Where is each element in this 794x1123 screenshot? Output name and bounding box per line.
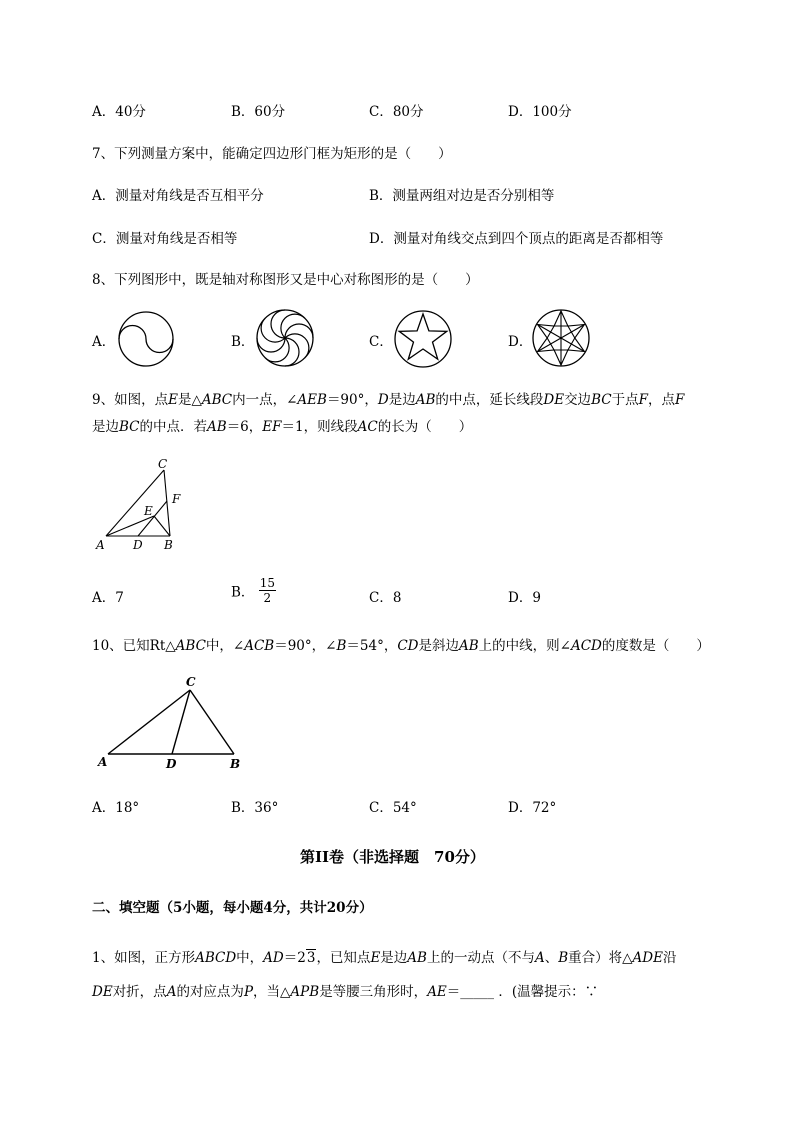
section2-title: 第II卷（非选择题 70分） bbox=[300, 848, 485, 866]
q10-triangle-figure bbox=[92, 672, 252, 776]
q7-option-a: A．测量对角线是否互相平分 bbox=[92, 188, 264, 204]
q7-option-c: C．测量对角线是否相等 bbox=[92, 231, 238, 247]
q8-option-c-label: C． bbox=[369, 334, 393, 350]
q8-option-a-label: A． bbox=[92, 334, 116, 350]
q9-label-b: B bbox=[164, 538, 173, 552]
q10-label-c: C bbox=[186, 675, 196, 689]
q9-label-c: C bbox=[158, 457, 168, 471]
q6-option-b: B．60分 bbox=[231, 104, 286, 120]
fill-q1-line1: 1、如图，正方形ABCD中，AD＝23，已知点E是边AB上的一动点（不与A、B重合）将△ADE沿 bbox=[92, 950, 677, 966]
q7-option-b: B．测量两组对边是否分别相等 bbox=[369, 188, 555, 204]
q8-option-b-label: B． bbox=[231, 334, 255, 350]
q10-label-d: D bbox=[166, 757, 177, 771]
q6-option-c: C．80分 bbox=[369, 104, 424, 120]
q10-stem: 10、已知Rt△ABC中，∠ACB＝90°，∠B＝54°，CD是斜边AB上的中线，则∠ACD的度数是（ ） bbox=[92, 638, 710, 654]
q9-stem-line1: 9、如图，点E是△ABC内一点，∠AEB＝90°，D是边AB的中点，延长线段DE交边BC于点F，点F bbox=[92, 392, 685, 408]
q8-figure-d-icon bbox=[531, 308, 591, 368]
q9-option-b: B． $\frac{15}{2}$ bbox=[231, 576, 275, 605]
q9-label-f: F bbox=[172, 492, 181, 506]
q10-label-a: A bbox=[98, 755, 108, 769]
fill-q1-line2: DE对折，点A的对应点为P，当△APB是等腰三角形时，AE＝_____ ．(温馨提示：∵ bbox=[92, 984, 599, 1000]
q6-option-d: D．100分 bbox=[508, 104, 572, 120]
q9-label-e: E bbox=[144, 504, 153, 518]
q9-option-d: D．9 bbox=[508, 590, 541, 606]
q8-figure-b-icon bbox=[255, 308, 315, 368]
q9-option-a: A．7 bbox=[92, 590, 124, 606]
q9-option-b-fraction: $\frac{15}{2}$ bbox=[259, 576, 275, 605]
q6-option-a: A．40分 bbox=[92, 104, 146, 120]
q10-option-c: C．54° bbox=[369, 800, 417, 816]
q7-option-d: D．测量对角线交点到四个顶点的距离是否都相等 bbox=[369, 231, 664, 247]
q9-option-c: C．8 bbox=[369, 590, 402, 606]
q9-stem-line2: 是边BC的中点．若AB＝6，EF＝1，则线段AC的长为（ ） bbox=[92, 419, 473, 435]
q9-label-a: A bbox=[96, 538, 105, 552]
q8-stem: 8、下列图形中，既是轴对称图形又是中心对称图形的是（ ） bbox=[92, 272, 479, 288]
q10-option-b: B．36° bbox=[231, 800, 279, 816]
q9-triangle-figure bbox=[92, 455, 192, 555]
sqrt-radicand: 3 bbox=[306, 950, 316, 966]
q10-label-b: B bbox=[230, 757, 241, 771]
q10-option-a: A．18° bbox=[92, 800, 140, 816]
fill-section-header: 二、填空题（5小题，每小题4分，共计20分） bbox=[92, 900, 373, 916]
q9-label-d: D bbox=[133, 538, 143, 552]
q10-option-d: D．72° bbox=[508, 800, 557, 816]
q7-stem: 7、下列测量方案中，能确定四边形门框为矩形的是（ ） bbox=[92, 146, 452, 162]
q8-option-d-label: D． bbox=[508, 334, 533, 350]
q8-figure-c-icon bbox=[393, 309, 453, 369]
q8-figure-a-icon bbox=[117, 310, 175, 368]
